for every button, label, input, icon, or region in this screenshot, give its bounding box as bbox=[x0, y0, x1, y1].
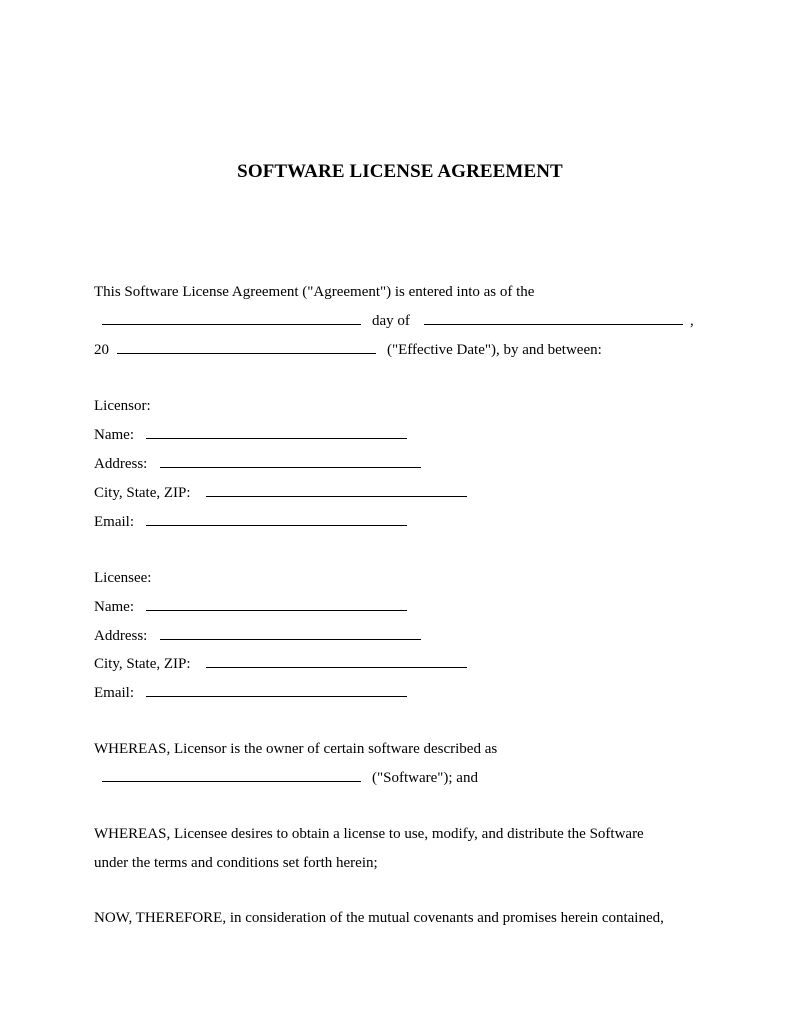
whereas-licensee-text-2: under the terms and conditions set forth herein; bbox=[94, 855, 378, 871]
licensor-address-label: Address: bbox=[94, 456, 148, 472]
licensor-name-blank[interactable] bbox=[146, 438, 407, 439]
day-blank[interactable] bbox=[102, 324, 361, 325]
whereas-licensee-text: WHEREAS, Licensee desires to obtain a license to use, modify, and distribute the Software bbox=[94, 826, 644, 842]
licensee-heading: Licensee: bbox=[94, 570, 152, 586]
licensee-email-label: Email: bbox=[94, 685, 134, 701]
licensee-city-blank[interactable] bbox=[206, 667, 467, 668]
licensor-email-blank[interactable] bbox=[146, 525, 407, 526]
licensor-address-blank[interactable] bbox=[160, 467, 421, 468]
document-title: SOFTWARE LICENSE AGREEMENT bbox=[237, 161, 563, 182]
year-blank[interactable] bbox=[117, 353, 376, 354]
licensee-address-label: Address: bbox=[94, 628, 148, 644]
now-therefore-text: NOW, THEREFORE, in consideration of the mutual covenants and promises herein contained, bbox=[94, 910, 664, 926]
software-suffix-text: ("Software"); and bbox=[372, 770, 478, 786]
year-prefix: 20 bbox=[94, 342, 109, 358]
licensor-heading: Licensor: bbox=[94, 398, 151, 414]
licensee-city-label: City, State, ZIP: bbox=[94, 656, 191, 672]
comma-text: , bbox=[690, 313, 694, 329]
licensor-email-label: Email: bbox=[94, 514, 134, 530]
licensee-name-label: Name: bbox=[94, 599, 134, 615]
software-description-blank[interactable] bbox=[102, 781, 361, 782]
month-blank[interactable] bbox=[424, 324, 683, 325]
intro-text: This Software License Agreement ("Agreement") is entered into as of the bbox=[94, 284, 535, 300]
effective-date-text: ("Effective Date"), by and between: bbox=[387, 342, 602, 358]
licensor-city-blank[interactable] bbox=[206, 496, 467, 497]
licensor-name-label: Name: bbox=[94, 427, 134, 443]
whereas-owner-text: WHEREAS, Licensor is the owner of certain software described as bbox=[94, 741, 498, 757]
day-of-text: day of bbox=[372, 313, 410, 329]
licensee-email-blank[interactable] bbox=[146, 696, 407, 697]
licensee-name-blank[interactable] bbox=[146, 610, 407, 611]
licensor-city-label: City, State, ZIP: bbox=[94, 485, 191, 501]
licensee-address-blank[interactable] bbox=[160, 639, 421, 640]
